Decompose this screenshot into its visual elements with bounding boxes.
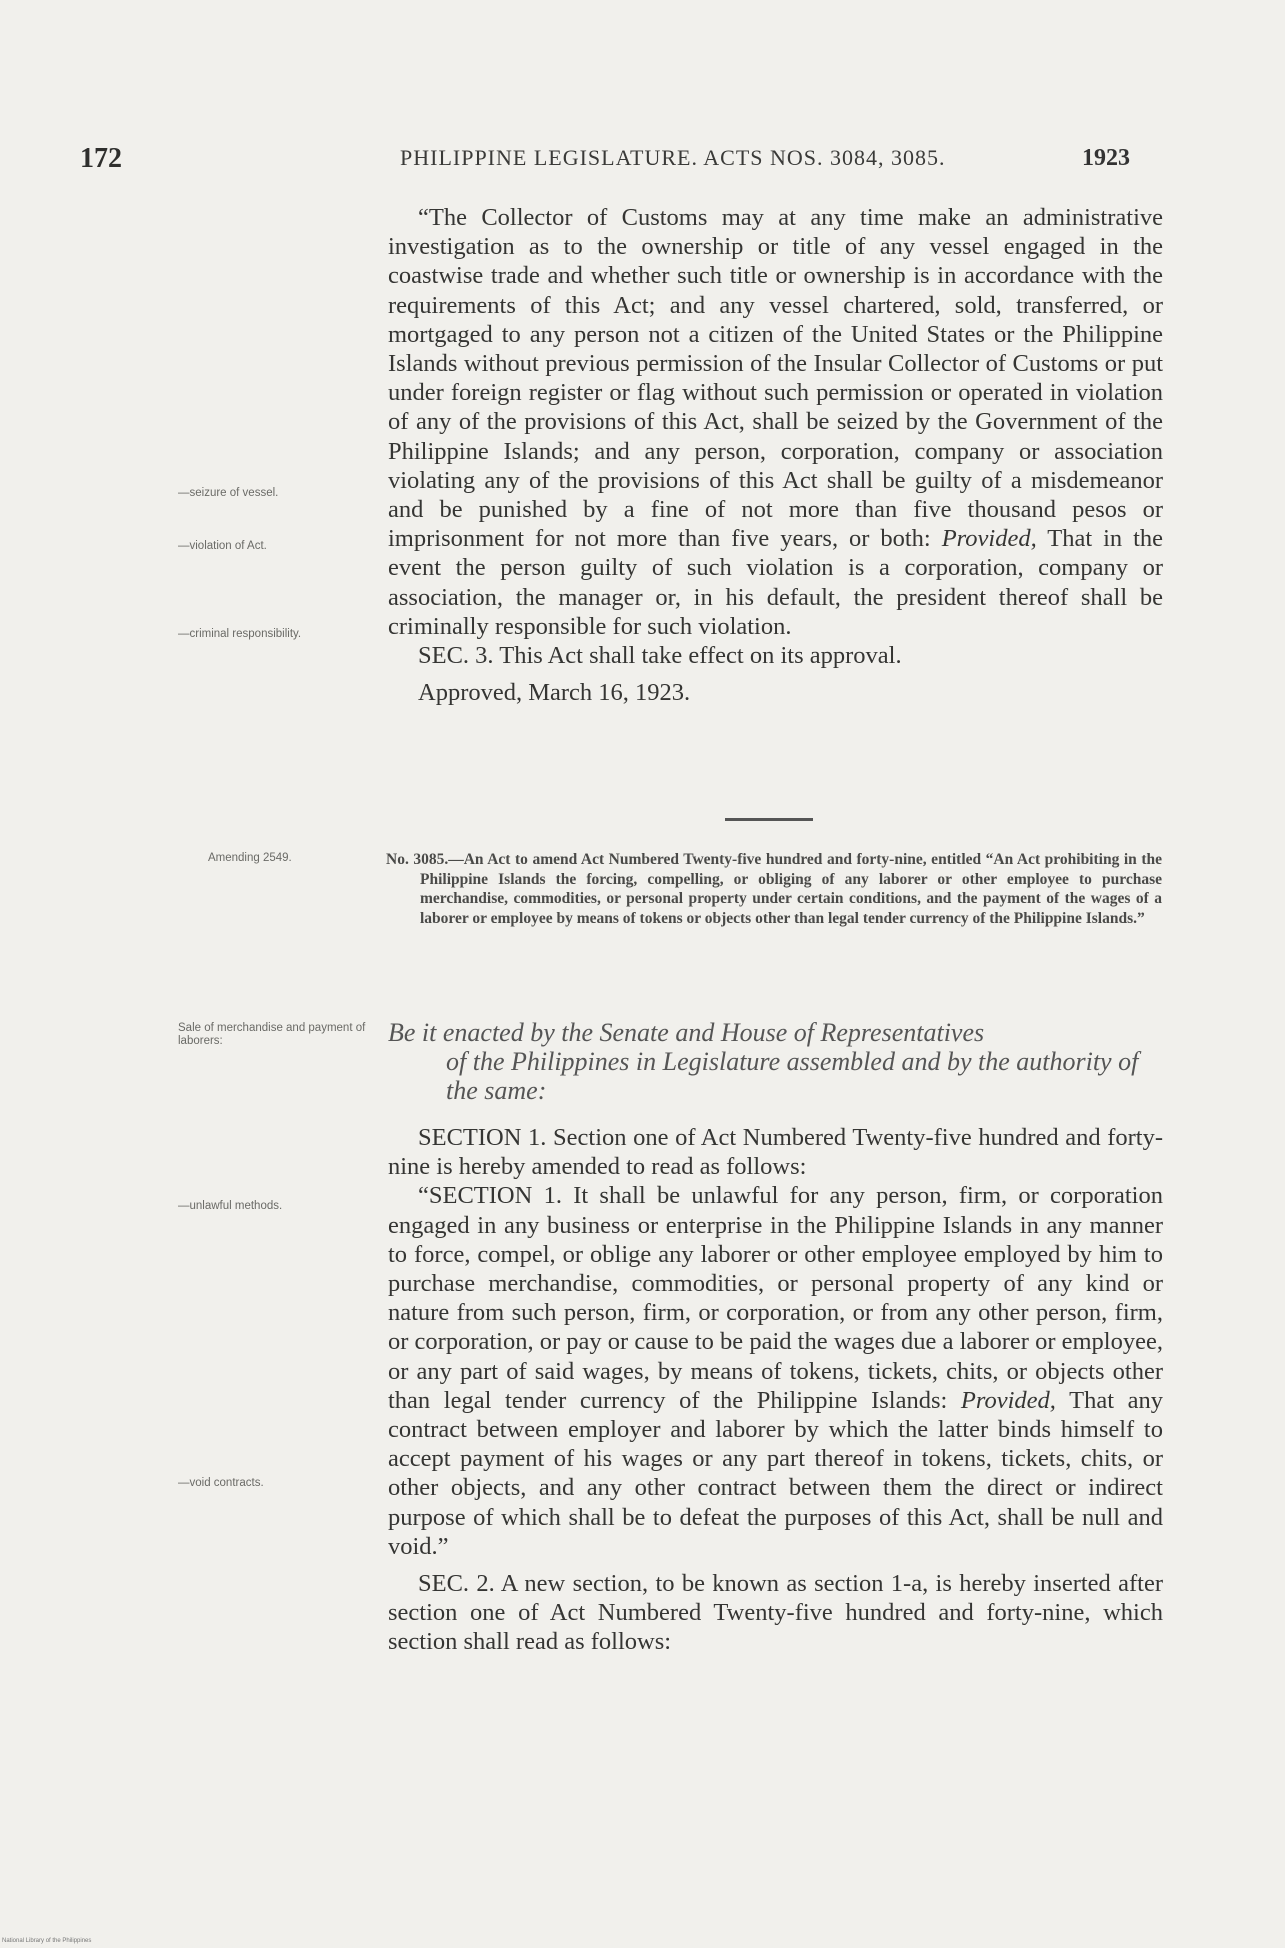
proviso-text: That in the event the person guilty of such violation is a corporation, company or association, the manager or, in his default, the president thereof shall be criminally responsible for such violation. — [388, 525, 1164, 640]
sec3-paragraph: SEC. 3. This Act shall take effect on its approval. — [418, 642, 902, 670]
enacting-rest: of the Philippines in Legislature assembled and by the authority of the same: — [446, 1047, 1139, 1105]
act-title — [386, 850, 1162, 928]
collector-text: “The Collector of Customs may at any time make an administrative investigation as to the ownership or title of any vessel engaged in the coastwise trade and whether such title or ownership is in accordance with the requirements of this Act; and any vessel chartered, sold, transferred, or mortgaged to any person not a citizen of the United States or the Philippine Islands without previous permission of the Insular Collector of Customs or put under foreign register or flag without such permission or operated in violation of any of the provisions of this Act, shall be seized by the Government of the Philippine Islands; and any person, corporation, company or association violating any of the provisions of this Act shall be guilty of a misdemeanor and be punished by a fine of not more than five thousand pesos or imprisonment for not more than five years, or both: — [388, 204, 1163, 553]
margin-note-unlawful: —unlawful methods. — [178, 1200, 283, 1212]
margin-note-seizure: —seizure of vessel. — [178, 487, 279, 499]
margin-note-void: —void contracts. — [178, 1477, 264, 1489]
act-title-text: No. 3085.—An Act to amend Act Numbered Twenty-five hundred and forty-nine, entitled “An Act prohibiting in the Philippine Islands the forcing, compelling, or obliging of any laborer or other employee to purchase merchandise, commodities, or personal property under certain conditions, and the payment of the wages of a laborer or employee by means of tokens or objects other than legal tender currency of the Philippine Islands.” — [386, 851, 1162, 927]
sec2-paragraph: SEC. 2. A new section, to be known as section 1-a, is hereby inserted after section one of Act Numbered Twenty-five hundred and forty-nine, which section shall read as follows: — [388, 1570, 1163, 1656]
quoted-section-text: “SECTION 1. It shall be unlawful for any person, firm, or corporation engaged in any business or enterprise in the Philippine Islands in any manner to force, compel, or oblige any laborer or other employee employed by him to purchase merchandise, commodities, or personal property of any kind or nature from such person, firm, or corporation, or from any other person, firm, or corporation, or pay or cause to be paid the wages due a laborer or employee, or any part of said wages, by means of tokens, tickets, chits, or objects other than legal tender currency of the Philippine Islands: — [388, 1182, 1163, 1414]
section-divider — [725, 818, 813, 821]
section-continuation — [388, 203, 1163, 707]
approved-line: Approved, March 16, 1923. — [418, 679, 691, 707]
section1-intro: SECTION 1. Section one of Act Numbered Twenty-five hundred and forty-nine is hereby amended to read as follows: — [388, 1124, 1163, 1181]
margin-note-violation: —violation of Act. — [178, 540, 267, 552]
page-number: 172 — [80, 143, 122, 174]
collector-paragraph — [388, 203, 1163, 641]
footer-credit: National Library of the Philippines — [2, 1938, 92, 1944]
quoted-proviso-text: That any contract between employer and laborer by which the latter binds himself to accept payment of his wages or any part thereof in tokens, tickets, chits, or other objects, and any other contract between them the direct or indirect purpose of which shall be to defeat the purposes of this Act, shall be null and void.” — [388, 1386, 1163, 1560]
enacting-first: Be it enacted by the Senate and House of Representatives — [388, 1018, 985, 1047]
margin-note-amending: Amending 2549. — [208, 852, 292, 864]
act-body — [388, 1123, 1163, 1657]
header-year: 1923 — [1082, 145, 1130, 171]
enacting-clause — [388, 1018, 1163, 1105]
margin-note-sale: Sale of merchandise and payment of laborers: — [178, 1022, 366, 1047]
page-header — [0, 143, 1285, 183]
proviso-word: Provided, — [941, 525, 1037, 553]
quoted-section — [388, 1181, 1163, 1561]
margin-note-criminal: —criminal responsibility. — [178, 628, 302, 640]
quoted-proviso-word: Provided, — [960, 1386, 1056, 1414]
running-head: PHILIPPINE LEGISLATURE. ACTS NOS. 3084, 3085. — [400, 145, 946, 170]
